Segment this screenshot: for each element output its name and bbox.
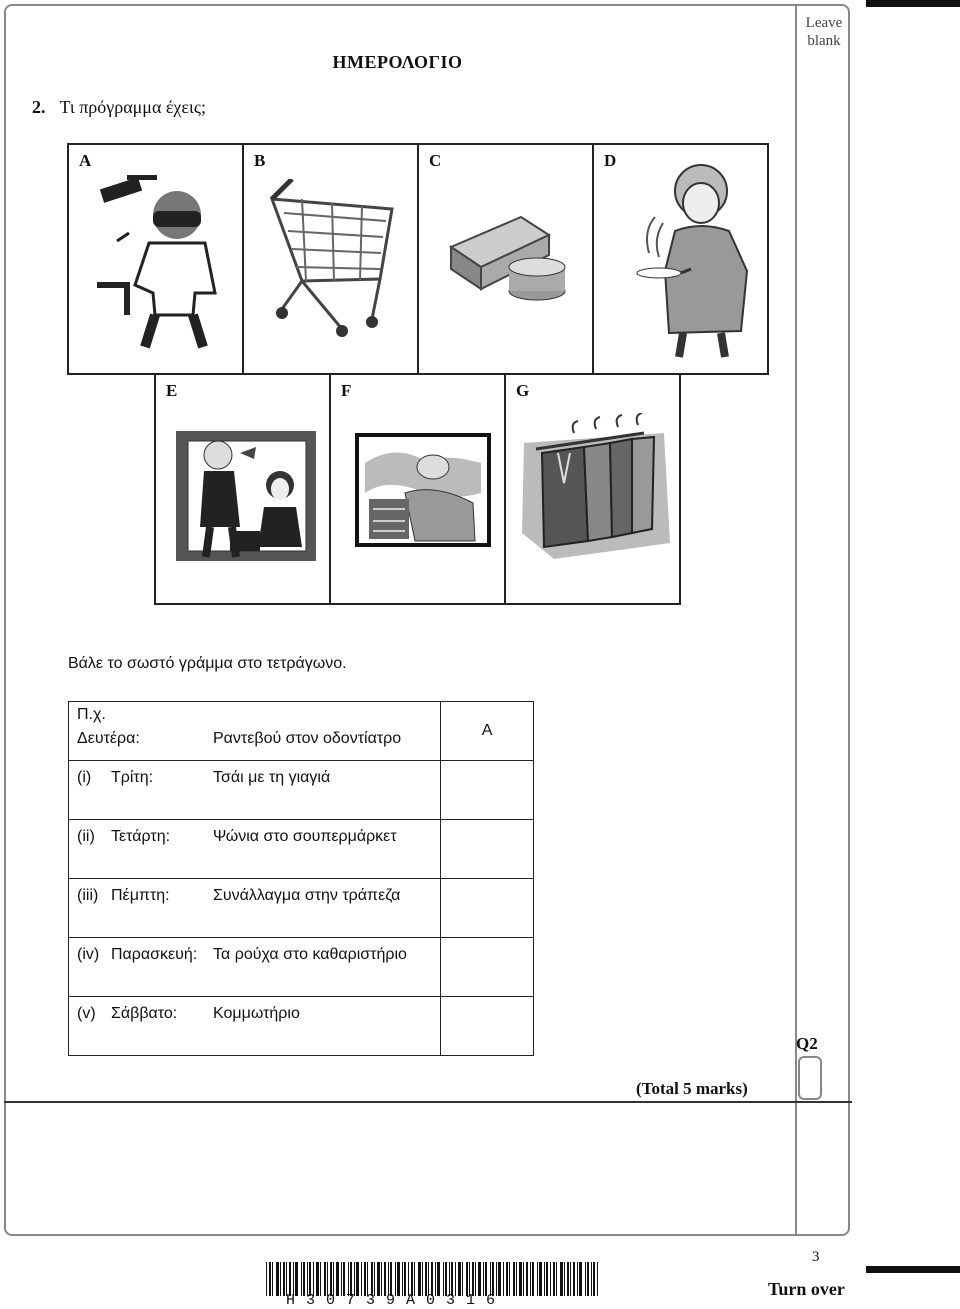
picture-e xyxy=(156,375,331,603)
picture-a xyxy=(69,145,244,373)
row-number: (iii) xyxy=(77,887,99,904)
money-icon xyxy=(447,207,597,317)
marks-box xyxy=(798,1056,822,1100)
picture-b xyxy=(244,145,419,373)
bottom-black-bar xyxy=(866,1266,960,1273)
row-day: Σάββατο: xyxy=(111,1005,178,1022)
grandmother-tea-icon xyxy=(629,161,759,361)
picture-d xyxy=(594,145,767,373)
pictures-row-1 xyxy=(67,143,769,375)
example-activity: Ραντεβού στον οδοντίατρο xyxy=(213,730,402,747)
picture-letter: A xyxy=(79,151,92,170)
dentist-icon xyxy=(87,175,237,355)
row-activity: Ψώνια στο σουπερμάρκετ xyxy=(213,828,397,845)
row-number: (iv) xyxy=(77,946,100,963)
table-row xyxy=(69,879,534,938)
example-row xyxy=(69,702,534,761)
total-marks: (Total 5 marks) xyxy=(636,1079,748,1098)
page-number: 3 xyxy=(812,1249,820,1265)
barcode-icon xyxy=(264,1262,604,1296)
picture-letter: C xyxy=(429,151,442,170)
row-number: (ii) xyxy=(77,828,95,845)
table-row xyxy=(69,997,534,1056)
picture-letter: D xyxy=(604,151,617,170)
top-black-bar xyxy=(866,0,960,7)
question-label: Q2 xyxy=(796,1034,818,1053)
example-answer-box: A xyxy=(441,702,534,761)
end-of-question-rule xyxy=(4,1101,852,1103)
hairdresser-icon xyxy=(170,427,320,567)
picture-letter: G xyxy=(516,381,530,400)
leave-blank-label: Leave blank xyxy=(805,15,843,49)
question-number: 2. xyxy=(32,97,46,117)
table-row xyxy=(69,761,534,820)
table-row xyxy=(69,820,534,879)
row-day: Πέμπτη: xyxy=(111,887,170,904)
picture-f xyxy=(331,375,506,603)
answer-box[interactable] xyxy=(441,938,534,997)
woman-sewing-icon xyxy=(355,433,491,547)
turn-over-label: Turn over xyxy=(768,1279,845,1299)
row-day: Τετάρτη: xyxy=(111,828,171,845)
answer-box[interactable] xyxy=(441,879,534,938)
answer-box[interactable] xyxy=(441,820,534,879)
table-row xyxy=(69,938,534,997)
row-number: (i) xyxy=(77,769,92,786)
row-activity: Τσάι με τη γιαγιά xyxy=(213,769,331,786)
row-number: (v) xyxy=(77,1005,96,1022)
picture-letter: F xyxy=(341,381,352,400)
clothes-on-hangers-icon xyxy=(514,413,674,563)
picture-letter: E xyxy=(166,381,178,400)
page-title: ΗΜΕΡΟΛΟΓΙΟ xyxy=(332,52,463,72)
row-day: Τρίτη: xyxy=(111,769,154,786)
picture-g xyxy=(506,375,679,603)
shopping-cart-icon xyxy=(262,179,412,339)
picture-letter: B xyxy=(254,151,266,170)
schedule-table xyxy=(68,701,534,1056)
row-activity: Κομμωτήριο xyxy=(213,1005,300,1022)
pictures-row-2 xyxy=(154,373,681,605)
example-label: Π.χ. xyxy=(77,706,106,723)
example-day: Δευτέρα: xyxy=(77,730,140,747)
question-text: Τι πρόγραμμα έχεις; xyxy=(59,97,206,117)
answer-box[interactable] xyxy=(441,997,534,1056)
row-activity: Συνάλλαγμα στην τράπεζα xyxy=(213,887,401,904)
barcode-text: H30739A0316 xyxy=(286,1292,507,1309)
instruction-text: Βάλε το σωστό γράμμα στο τετράγωνο. xyxy=(68,655,347,672)
answer-box[interactable] xyxy=(441,761,534,820)
question-line xyxy=(32,97,206,118)
row-day: Παρασκευή: xyxy=(111,946,198,963)
picture-c xyxy=(419,145,594,373)
row-activity: Τα ρούχα στο καθαριστήριο xyxy=(213,946,407,963)
